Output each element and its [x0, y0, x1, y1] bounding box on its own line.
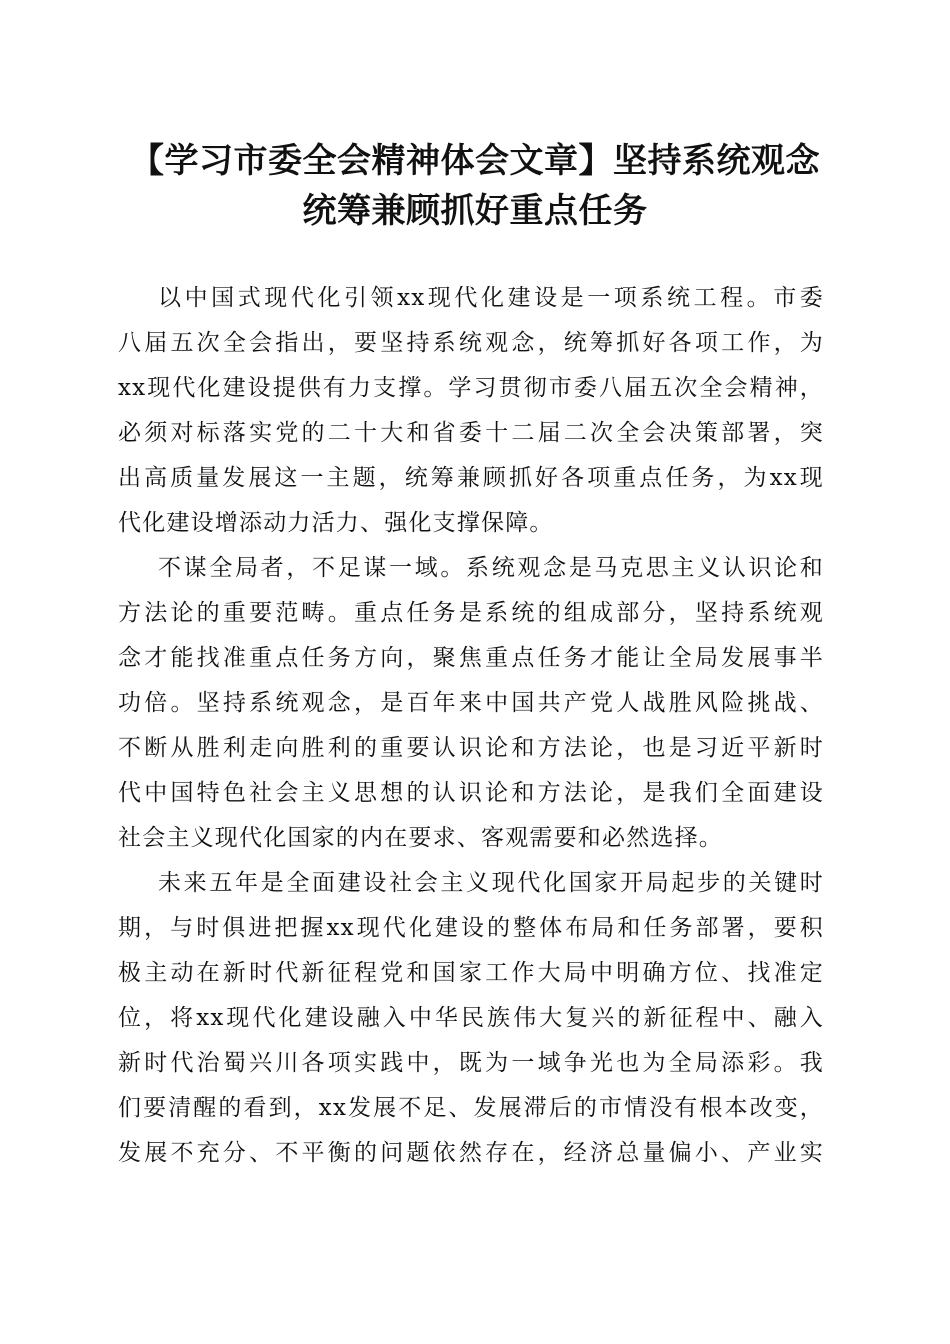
paragraph-2 — [118, 546, 824, 861]
text-line: 功倍。坚持系统观念，是百年来中国共产党人战胜风险挑战、 — [118, 690, 824, 716]
title-line: 统筹兼顾抓好重点任务 — [302, 191, 648, 231]
paragraph-1 — [118, 276, 824, 546]
text-line: 代化建设增添动力活力、强化支撑保障。 — [118, 510, 554, 536]
text-line: 极主动在新时代新征程党和国家工作大局中明确方位、找准定 — [118, 960, 824, 986]
text-line: 必须对标落实党的二十大和省委十二届二次全会决策部署，突 — [118, 420, 824, 446]
document-title — [100, 136, 850, 236]
text-line: 出高质量发展这一主题，统筹兼顾抓好各项重点任务，为xx现 — [118, 465, 824, 491]
text-line: 未来五年是全面建设社会主义现代化国家开局起步的关键时 — [158, 870, 824, 896]
text-line: 方法论的重要范畴。重点任务是系统的组成部分，坚持系统观 — [118, 600, 824, 626]
title-line: 【学习市委全会精神体会文章】坚持系统观念 — [130, 141, 820, 181]
text-line: 以中国式现代化引领xx现代化建设是一项系统工程。市委 — [158, 285, 824, 311]
text-line: 们要清醒的看到，xx发展不足、发展滞后的市情没有根本改变， — [118, 1095, 824, 1121]
text-line: 不断从胜利走向胜利的重要认识论和方法论，也是习近平新时 — [118, 735, 824, 761]
text-line: xx现代化建设提供有力支撑。学习贯彻市委八届五次全会精神， — [118, 375, 824, 401]
text-line: 位，将xx现代化建设融入中华民族伟大复兴的新征程中、融入 — [118, 1005, 824, 1031]
text-line: 社会主义现代化国家的内在要求、客观需要和必然选择。 — [118, 825, 723, 851]
text-line: 代中国特色社会主义思想的认识论和方法论，是我们全面建设 — [118, 780, 824, 806]
text-line: 发展不充分、不平衡的问题依然存在，经济总量偏小、产业实 — [118, 1140, 824, 1166]
document-body — [118, 276, 824, 1176]
text-line: 新时代治蜀兴川各项实践中，既为一域争光也为全局添彩。我 — [118, 1050, 824, 1076]
text-line: 八届五次全会指出，要坚持系统观念，统筹抓好各项工作，为 — [118, 330, 824, 356]
text-line: 不谋全局者，不足谋一域。系统观念是马克思主义认识论和 — [158, 555, 824, 581]
text-line: 期，与时俱进把握xx现代化建设的整体布局和任务部署，要积 — [118, 915, 824, 941]
paragraph-3 — [118, 861, 824, 1176]
text-line: 念才能找准重点任务方向，聚焦重点任务才能让全局发展事半 — [118, 645, 824, 671]
